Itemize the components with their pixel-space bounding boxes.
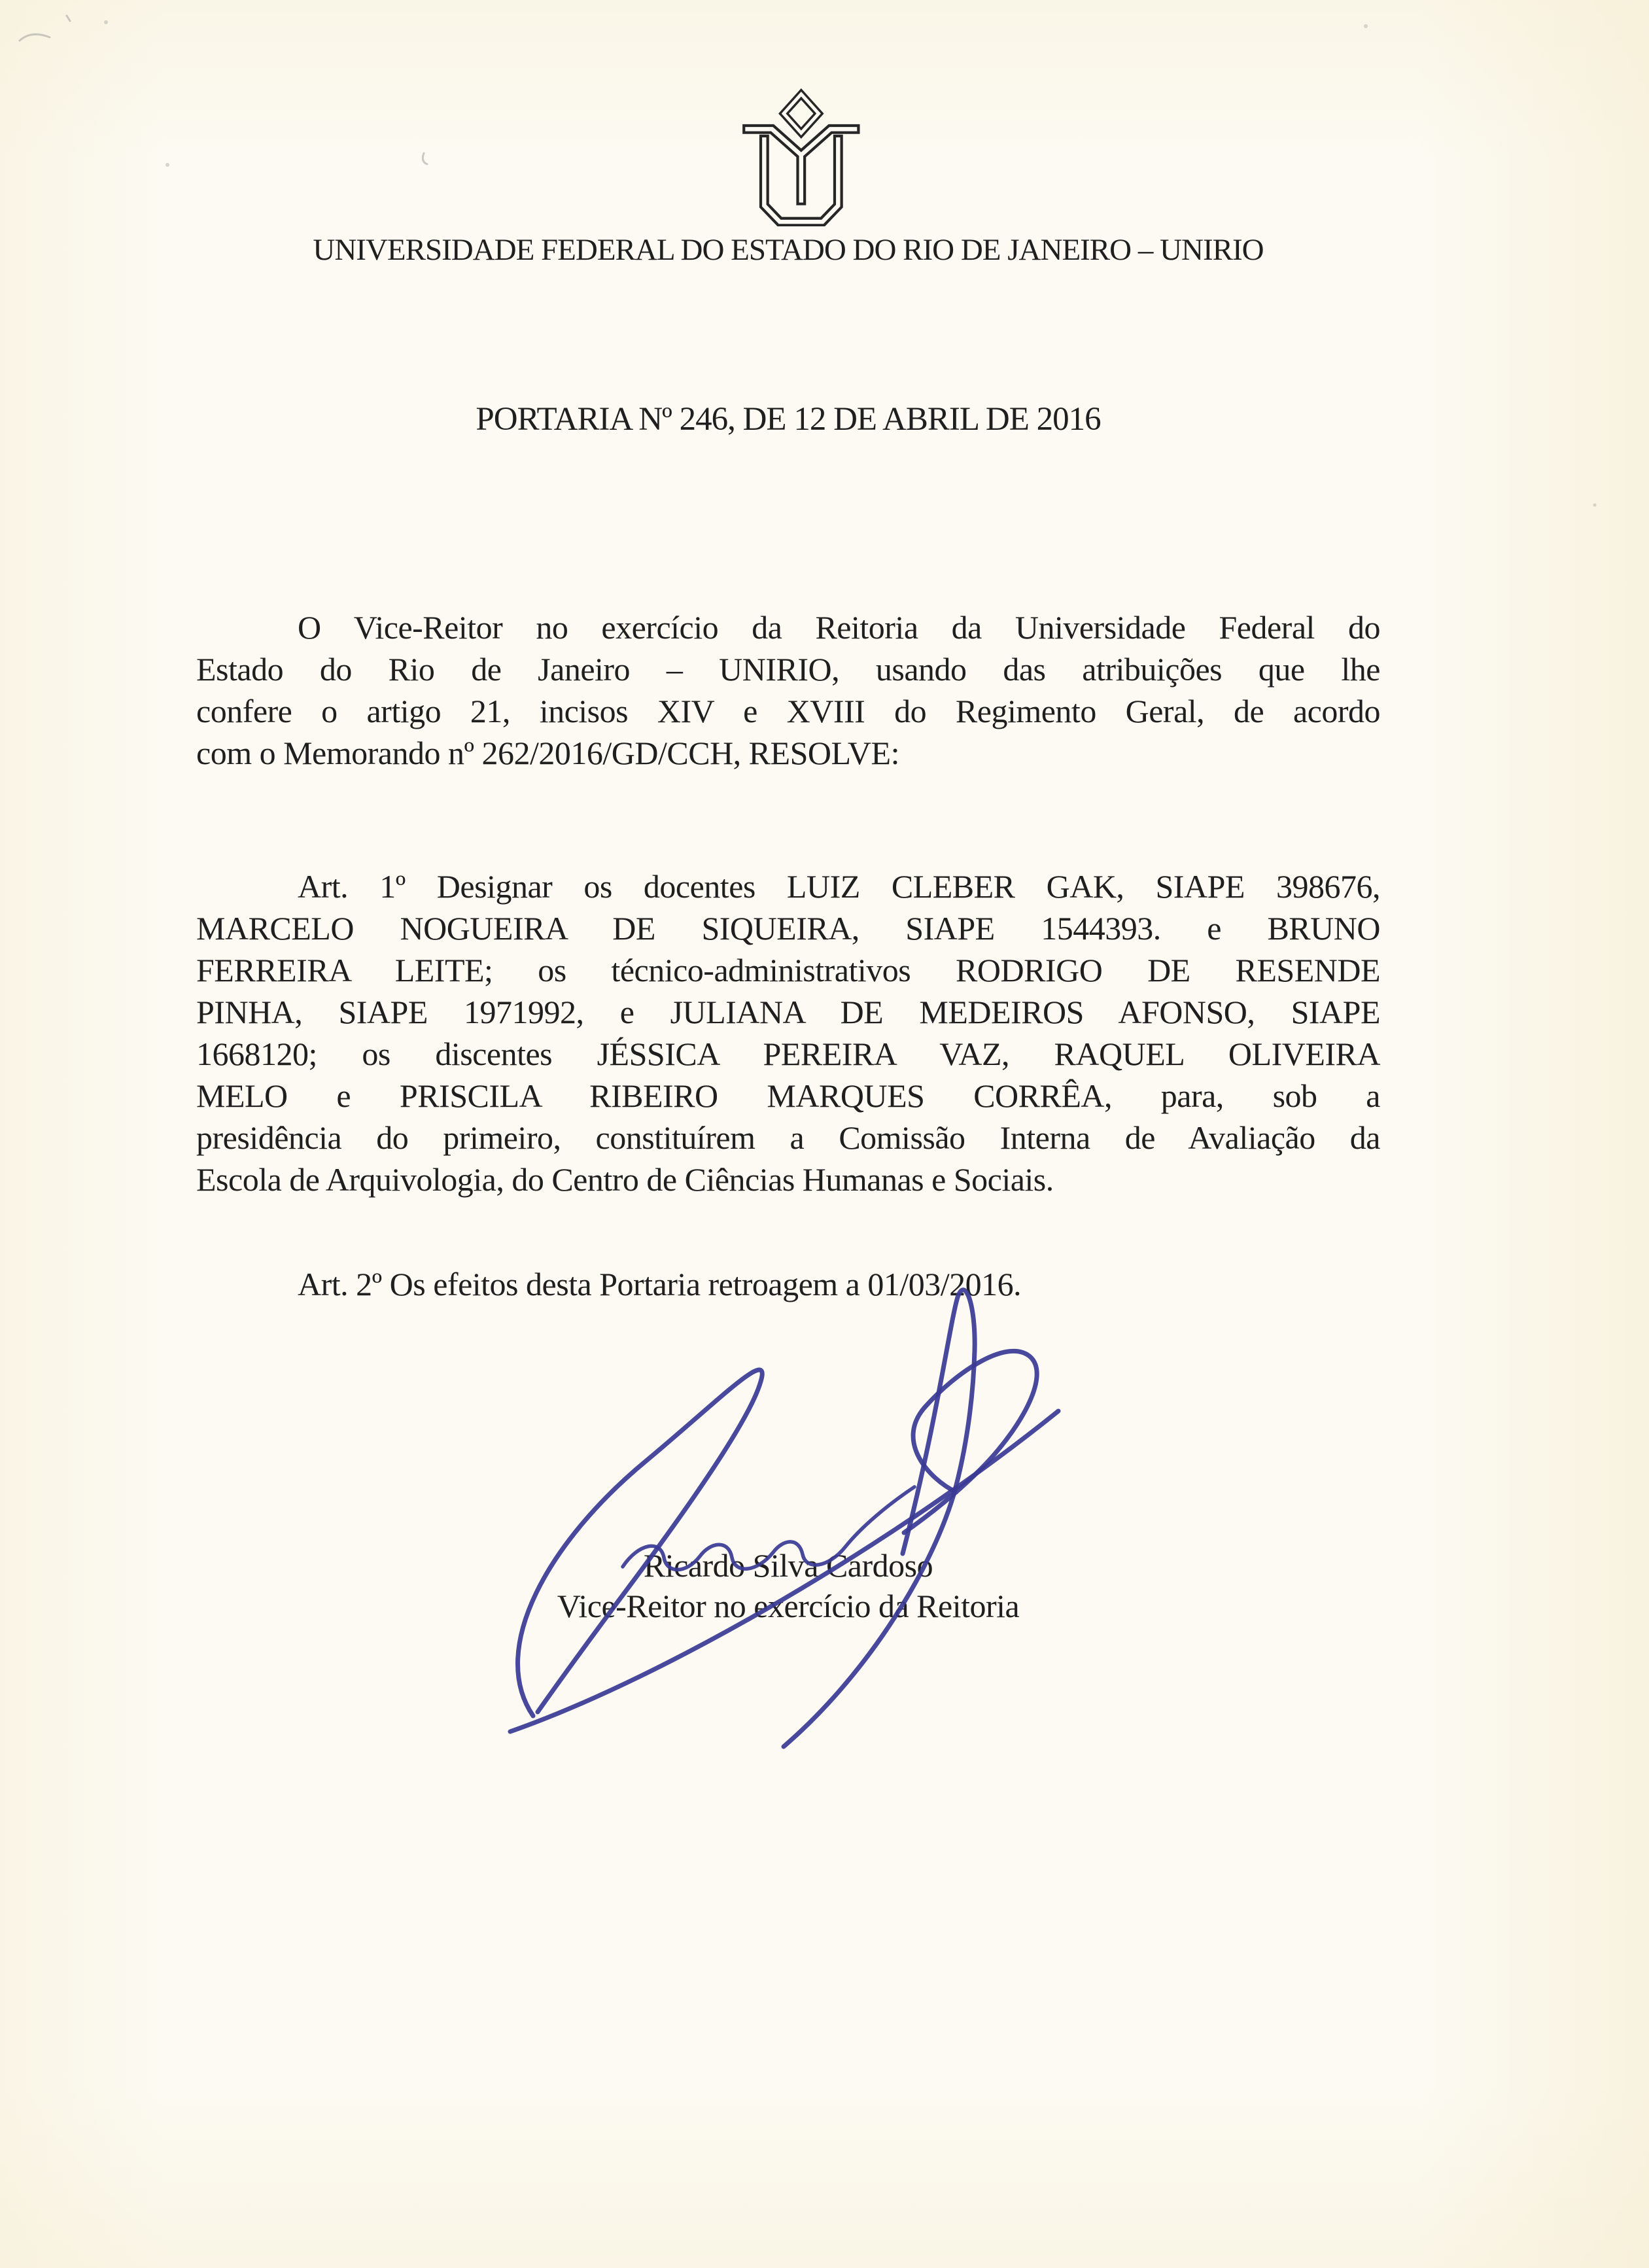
text-line: presidência do primeiro, constituírem a Comissão Interna de Avaliação da — [196, 1119, 1380, 1156]
speck — [104, 20, 108, 24]
article-2-paragraph: Art. 2º Os efeitos desta Portaria retroagem a 01/03/2016. — [298, 1266, 1022, 1302]
signature-ink — [471, 1279, 1099, 1776]
logo-u-shape — [748, 129, 856, 222]
signer-name: Ricardo Silva Cardoso — [643, 1547, 933, 1584]
text-line: Escola de Arquivologia, do Centro de Ciências Humanas e Sociais. — [196, 1161, 1054, 1198]
speck — [165, 163, 169, 167]
text-line: FERREIRA LEITE; os técnico-administrativos RODRIGO DE RESENDE — [196, 952, 1380, 988]
text-line: Art. 1º Designar os docentes LUIZ CLEBER GAK, SIAPE 398676, — [298, 868, 1380, 905]
article-1-paragraph — [196, 865, 1380, 1200]
text-line: MELO e PRISCILA RIBEIRO MARQUES CORRÊA, para, sob a — [196, 1077, 1380, 1114]
pencil-mark — [20, 35, 50, 41]
signature-stroke — [904, 1351, 1037, 1533]
text-line: 1668120; os discentes JÉSSICA PEREIRA VAZ, RAQUEL OLIVEIRA — [196, 1036, 1380, 1072]
signature-stroke — [518, 1370, 763, 1716]
speck — [1593, 504, 1597, 507]
signature-stroke — [784, 1290, 975, 1747]
text-line: confere o artigo 21, incisos XIV e XVIII do Regimento Geral, de acordo — [196, 693, 1380, 729]
signer-role: Vice-Reitor no exercício da Reitoria — [557, 1588, 1020, 1624]
letterhead — [196, 0, 1380, 269]
text-line: MARCELO NOGUEIRA DE SIQUEIRA, SIAPE 1544393. e BRUNO — [196, 910, 1380, 947]
unirio-logo — [706, 82, 870, 226]
document-title: PORTARIA Nº 246, DE 12 DE ABRIL DE 2016 — [476, 401, 1101, 438]
text-line: PINHA, SIAPE 1971992, e JULIANA DE MEDEIROS AFONSO, SIAPE — [196, 994, 1380, 1030]
pencil-mark — [67, 16, 70, 21]
signature-block — [196, 1545, 1380, 1626]
preamble-paragraph — [196, 606, 1380, 774]
text-line: Estado do Rio de Janeiro – UNIRIO, usando das atribuições que lhe — [196, 651, 1380, 688]
document-content — [196, 0, 1380, 1305]
logo-diamond — [784, 94, 819, 133]
text-line: com o Memorando nº 262/2016/GD/CCH, RESOLVE: — [196, 735, 899, 771]
text-line: O Vice-Reitor no exercício da Reitoria da Universidade Federal do — [298, 609, 1380, 646]
institution-name: UNIVERSIDADE FEDERAL DO ESTADO DO RIO DE JANEIRO – UNIRIO — [313, 233, 1264, 267]
